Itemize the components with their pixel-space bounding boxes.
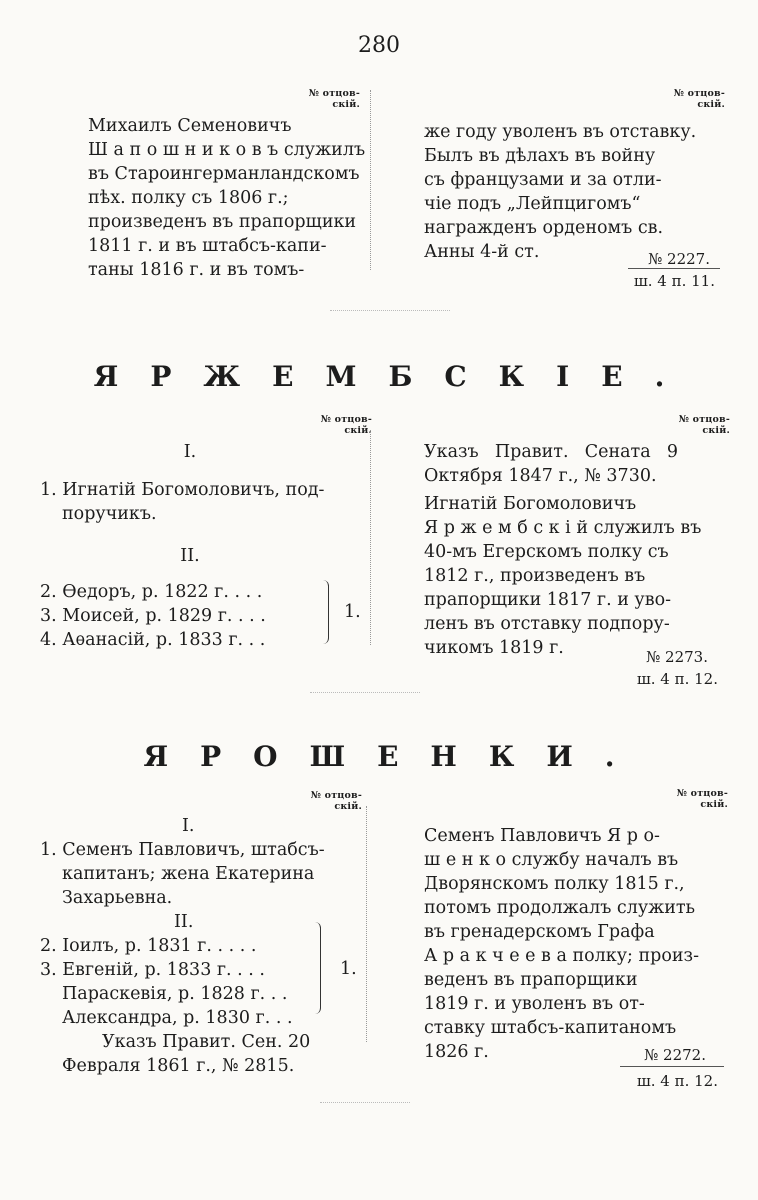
column-header-right: № отцов- скій.	[676, 788, 728, 810]
text-line: прапорщики 1817 г. и уво-	[424, 590, 672, 610]
decree-text: Указъ Правит. Сената 9 Октября 1847 г., № 3730.	[424, 442, 678, 486]
child-entry: 3. Евгеній, р. 1833 г. . . .	[40, 960, 265, 980]
entry: 1. Семенъ Павловичъ, штабсъ-	[40, 840, 325, 860]
decree-line: Указъ Правит. Сен. 20	[102, 1032, 311, 1052]
archive-reference: ш. 4 п. 11.	[633, 272, 715, 290]
text-line: таны 1816 г. и въ томъ-	[88, 260, 305, 280]
text-line: 1826 г.	[424, 1042, 489, 1062]
branch-number: 1.	[340, 959, 357, 979]
text-line: Михаилъ Семеновичъ	[88, 116, 292, 136]
generation-label: II.	[180, 546, 200, 566]
brace	[322, 580, 329, 644]
child-entry: 2. Ѳедоръ, р. 1822 г. . . .	[40, 582, 263, 602]
branch-number: 1.	[344, 602, 361, 622]
section-separator	[320, 1102, 410, 1103]
text-line: А р а к ч е е в а полку; произ-	[424, 946, 699, 966]
text-line: ставку штабсъ-капитаномъ	[424, 1018, 677, 1038]
section-separator	[310, 692, 420, 693]
column-header-left: № отцов- скій.	[310, 790, 362, 812]
page-number: 280	[358, 33, 400, 58]
text-line: Я р ж е м б с к і й служилъ въ	[424, 518, 702, 538]
text-line: потомъ продолжалъ служить	[424, 898, 696, 918]
text-line: Ш а п о ш н и к о в ъ служилъ	[88, 140, 366, 160]
column-divider	[366, 806, 367, 1042]
text-line: 1819 г. и уволенъ въ от-	[424, 994, 645, 1014]
archive-reference: ш. 4 п. 12.	[636, 670, 718, 688]
block1-left-text	[88, 114, 378, 282]
underline	[628, 268, 720, 269]
column-divider	[370, 430, 371, 645]
column-header-right: № отцов- скій.	[678, 414, 730, 436]
block2-genealogy	[40, 440, 360, 652]
text-line: Игнатій Богомоловичъ	[424, 494, 637, 514]
text-line: пѣх. полку съ 1806 г.;	[88, 188, 289, 208]
text-line: 1811 г. и въ штабсъ-капи-	[88, 236, 327, 256]
record-number: № 2273.	[646, 648, 708, 666]
section-heading-yaroshenki: ЯРОШЕНКИ.	[143, 740, 647, 773]
archive-reference: ш. 4 п. 12.	[636, 1072, 718, 1090]
child-entry: Александра, р. 1830 г. . .	[62, 1008, 293, 1028]
child-entry: 2. Іоилъ, р. 1831 г. . . . .	[40, 936, 257, 956]
brace	[314, 922, 321, 1014]
column-header-left: № отцов- скій.	[308, 88, 360, 110]
record-number: № 2227.	[648, 250, 710, 268]
entry: 1. Игнатій Богомоловичъ, под-	[40, 480, 325, 500]
section-heading-yarzhembskie: ЯРЖЕМБСКІЕ.	[93, 360, 697, 393]
generation-label: I.	[182, 816, 195, 836]
decree-line: Февраля 1861 г., № 2815.	[62, 1056, 295, 1076]
text-line: Былъ въ дѣлахъ въ войну	[424, 146, 656, 166]
text-line: Дворянскомъ полку 1815 г.,	[424, 874, 685, 894]
text-line: ш е н к о службу началъ въ	[424, 850, 679, 870]
column-header-left: № отцов- скій.	[320, 414, 372, 436]
child-entry: 3. Моисей, р. 1829 г. . . .	[40, 606, 266, 626]
block3-biography	[424, 824, 699, 1064]
text-line: награжденъ орденомъ св.	[424, 218, 664, 238]
text-line: 40-мъ Егерскомъ полку съ	[424, 542, 669, 562]
entry: капитанъ; жена Екатерина	[62, 864, 315, 884]
child-entry: Параскевія, р. 1828 г. . .	[62, 984, 288, 1004]
text-line: 1812 г., произведенъ въ	[424, 566, 646, 586]
section-separator	[330, 310, 450, 311]
text-line: Семенъ Павловичъ Я р о-	[424, 826, 660, 846]
text-line: ленъ въ отставку подпору-	[424, 614, 670, 634]
generation-label: II.	[174, 912, 194, 932]
text-line: веденъ въ прапорщики	[424, 970, 638, 990]
underline	[620, 1066, 724, 1067]
text-line: съ французами и за отли-	[424, 170, 662, 190]
column-header-right: № отцов- скій.	[673, 88, 725, 110]
text-line: въ Староингерманландскомъ	[88, 164, 360, 184]
child-entry: 4. Аѳанасій, р. 1833 г. . .	[40, 630, 266, 650]
record-number: № 2272.	[644, 1046, 706, 1064]
text-line: чіе подъ „Лейпцигомъ“	[424, 194, 641, 214]
text-line: произведенъ въ прапорщики	[88, 212, 357, 232]
generation-label: I.	[183, 442, 197, 462]
entry: Захарьевна.	[62, 888, 173, 908]
text-line: въ гренадерскомъ Графа	[424, 922, 655, 942]
block3-genealogy	[40, 814, 360, 1078]
text-line: чикомъ 1819 г.	[424, 638, 564, 658]
entry-continuation: поручикъ.	[62, 504, 157, 524]
block2-decree	[424, 440, 678, 488]
text-line: Анны 4-й ст.	[424, 242, 540, 262]
text-line: же году уволенъ въ отставку.	[424, 122, 697, 142]
